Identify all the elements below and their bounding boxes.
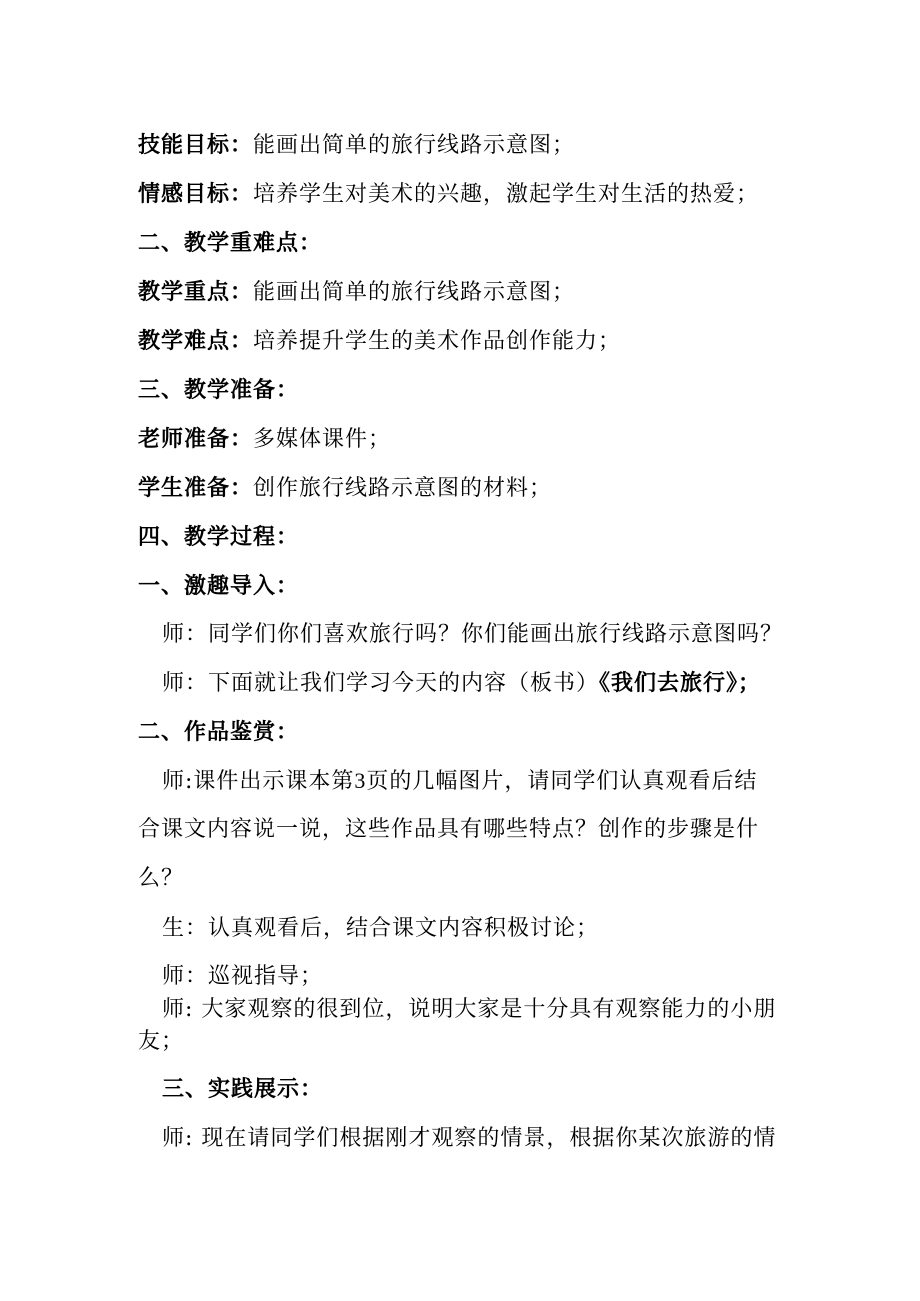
appreciation-line-3: 么？ (138, 866, 185, 891)
emotion-objective-text: 培养学生对美术的兴趣，激起学生对生活的热爱； (253, 182, 760, 207)
focus-label: 教学重点： (138, 280, 254, 305)
lesson-title: 《我们去旅行》 (599, 671, 739, 696)
appreciation-line-1a: 师:课件出示课本第 (162, 769, 355, 794)
difficulty-text: 培养提升学生的美术作品创作能力； (253, 329, 622, 354)
preparation-heading: 三、教学准备： (138, 378, 300, 403)
intro-line-2-suffix: ； (738, 671, 762, 696)
teacher-prep-text: 多媒体课件； (253, 427, 392, 452)
student-discussion-line: 生：认真观看后，结合课文内容积极讨论； (162, 916, 600, 941)
intro-heading: 一、激趣导入： (138, 574, 300, 599)
intro-line-2 (162, 669, 761, 699)
intro-line-1: 师：同学们你们喜欢旅行吗？你们能画出旅行线路示意图吗？ (162, 622, 784, 647)
teacher-prep-line (138, 425, 391, 455)
difficulty-line (138, 327, 621, 357)
difficulty-label: 教学难点： (138, 329, 254, 354)
praise-line-1: 师: 大家观察的很到位，说明大家是十分具有观察能力的小朋 (162, 997, 777, 1022)
skill-objective-text: 能画出简单的旅行线路示意图； (253, 133, 576, 158)
page-number: 3 (354, 768, 367, 793)
appreciation-line-1b: 页的几幅图片，请同学们认真观看后结 (366, 769, 758, 794)
appreciation-heading: 二、作品鉴赏： (138, 720, 300, 745)
student-prep-label: 学生准备： (138, 476, 254, 501)
intro-line-2-prefix: 师：下面就让我们学习今天的内容（板书） (162, 671, 600, 696)
process-heading: 四、教学过程： (138, 525, 300, 550)
student-prep-text: 创作旅行线路示意图的材料； (253, 476, 553, 501)
skill-objective-label: 技能目标： (138, 133, 254, 158)
appreciation-line-2: 合课文内容说一说，这些作品具有哪些特点？创作的步骤是什 (138, 817, 760, 842)
teacher-guidance-line: 师：巡视指导； (162, 964, 324, 989)
focus-line (138, 278, 575, 308)
praise-line-2: 友； (138, 1029, 185, 1054)
student-prep-line (138, 474, 552, 504)
teacher-prep-label: 老师准备： (138, 427, 254, 452)
key-points-heading: 二、教学重难点： (138, 231, 323, 256)
focus-text: 能画出简单的旅行线路示意图； (253, 280, 576, 305)
appreciation-line-1 (162, 766, 757, 797)
practice-heading: 三、实践展示： (162, 1077, 324, 1102)
emotion-objective-label: 情感目标： (138, 182, 254, 207)
emotion-objective-line (138, 180, 759, 210)
skill-objective-line (138, 131, 575, 161)
practice-line-1: 师: 现在请同学们根据刚才观察的情景，根据你某次旅游的情 (162, 1126, 777, 1151)
